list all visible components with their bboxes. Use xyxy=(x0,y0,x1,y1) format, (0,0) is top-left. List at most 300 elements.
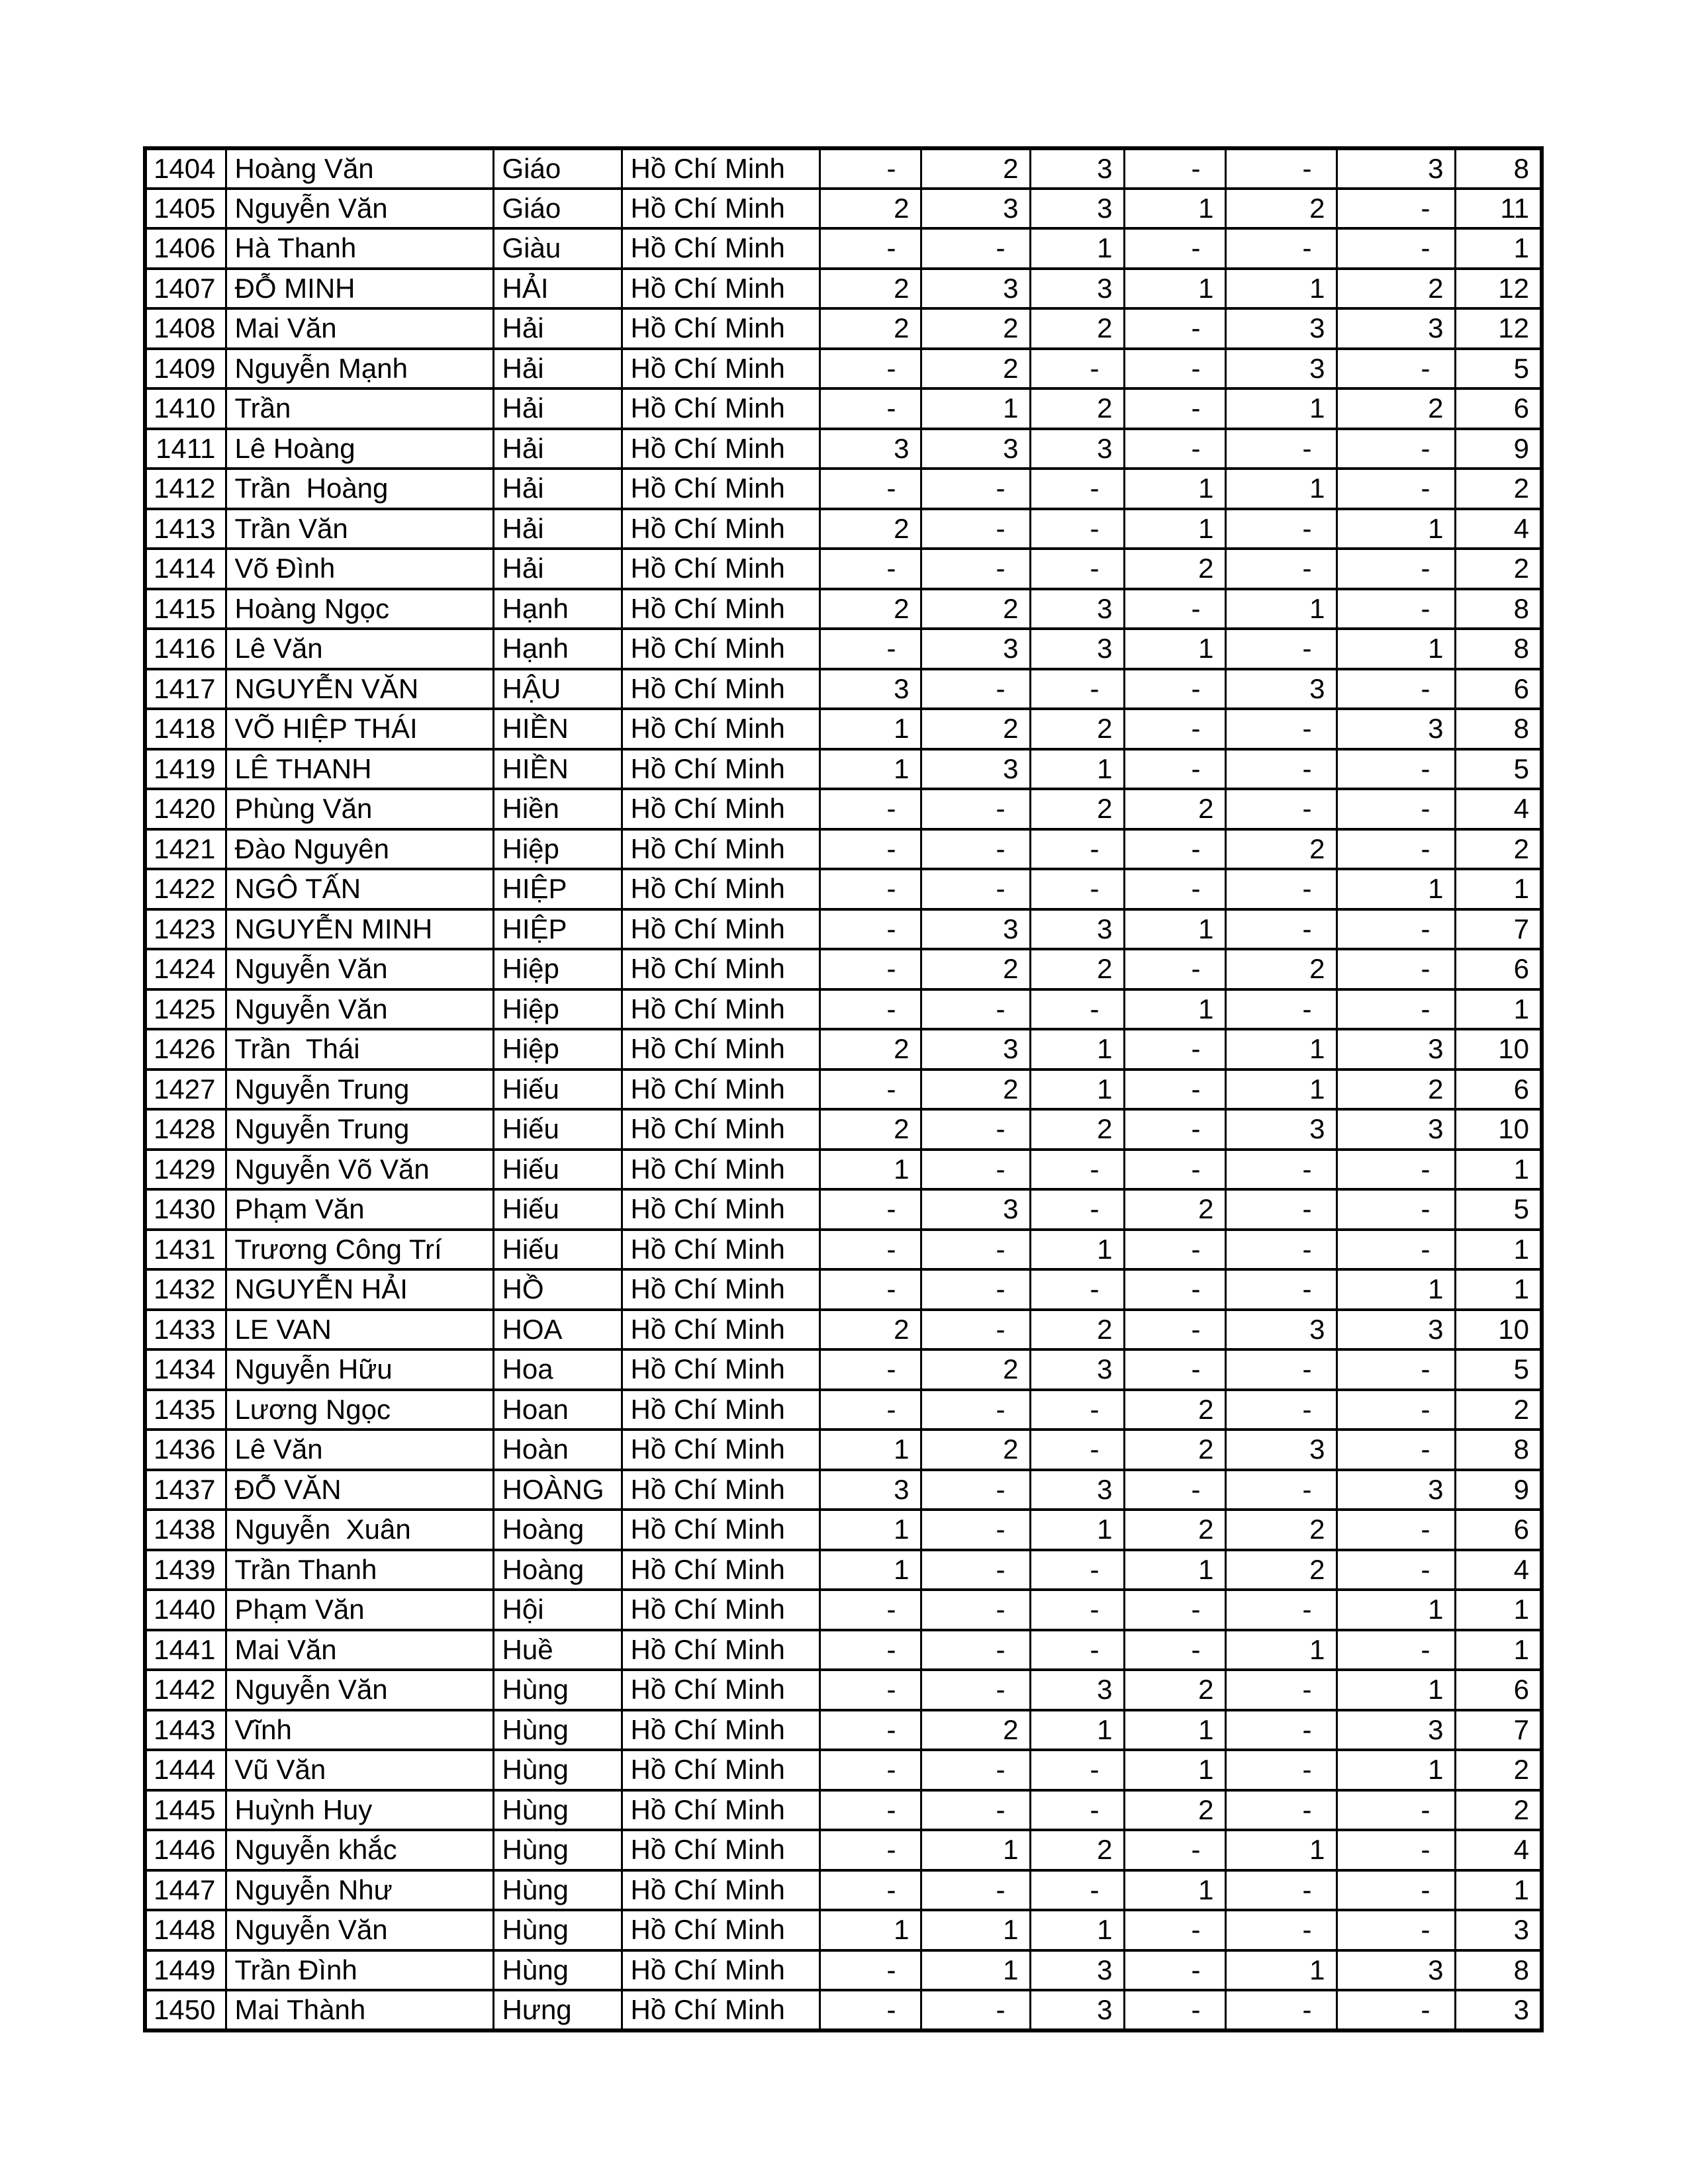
cell-total: 5 xyxy=(1455,1349,1542,1390)
cell-first-name: Lê Văn xyxy=(226,629,493,669)
cell-value: - xyxy=(1336,1430,1455,1470)
cell-value: - xyxy=(1030,1750,1124,1790)
cell-value: - xyxy=(1124,1150,1225,1190)
cell-value: 2 xyxy=(921,1430,1030,1470)
cell-first-name: Trần Đình xyxy=(226,1950,493,1991)
cell-city: Hồ Chí Minh xyxy=(622,269,820,309)
cell-id: 1415 xyxy=(145,589,226,629)
table-row xyxy=(145,1230,1542,1270)
cell-value: 2 xyxy=(1124,1510,1225,1550)
cell-value: - xyxy=(1225,789,1336,829)
cell-total: 1 xyxy=(1455,1870,1542,1911)
cell-id: 1411 xyxy=(145,429,226,469)
cell-first-name: Nguyễn Xuân xyxy=(226,1510,493,1550)
cell-total: 4 xyxy=(1455,509,1542,549)
cell-value: - xyxy=(921,1750,1030,1790)
cell-value: 2 xyxy=(1124,1390,1225,1430)
cell-value: - xyxy=(1225,749,1336,790)
table-row xyxy=(145,829,1542,870)
cell-id: 1421 xyxy=(145,829,226,870)
cell-first-name: NGUYỄN VĂN xyxy=(226,669,493,709)
cell-city: Hồ Chí Minh xyxy=(622,189,820,229)
cell-value: - xyxy=(1225,869,1336,909)
cell-value: 2 xyxy=(1030,789,1124,829)
cell-last-name: Hoàng xyxy=(493,1550,622,1590)
cell-value: - xyxy=(1225,629,1336,669)
cell-last-name: Huề xyxy=(493,1630,622,1670)
cell-value: 3 xyxy=(921,749,1030,790)
cell-first-name: Đào Nguyên xyxy=(226,829,493,870)
cell-value: 2 xyxy=(921,1710,1030,1751)
cell-last-name: HIỆP xyxy=(493,869,622,909)
cell-city: Hồ Chí Minh xyxy=(622,949,820,989)
cell-value: 3 xyxy=(1336,1470,1455,1510)
cell-value: 1 xyxy=(921,1830,1030,1870)
cell-last-name: Hùng xyxy=(493,1710,622,1751)
table-row xyxy=(145,1269,1542,1310)
cell-value: 1 xyxy=(1225,589,1336,629)
cell-value: 2 xyxy=(1030,1310,1124,1350)
cell-last-name: Hải xyxy=(493,388,622,429)
cell-id: 1424 xyxy=(145,949,226,989)
cell-total: 11 xyxy=(1455,189,1542,229)
cell-total: 12 xyxy=(1455,308,1542,349)
cell-last-name: Hùng xyxy=(493,1790,622,1831)
cell-id: 1418 xyxy=(145,709,226,749)
cell-value: - xyxy=(1124,1830,1225,1870)
cell-total: 6 xyxy=(1455,1069,1542,1110)
cell-total: 8 xyxy=(1455,629,1542,669)
cell-value: - xyxy=(921,1269,1030,1310)
cell-city: Hồ Chí Minh xyxy=(622,429,820,469)
cell-value: - xyxy=(1124,1950,1225,1991)
cell-value: - xyxy=(921,1670,1030,1710)
cell-value: 1 xyxy=(1336,629,1455,669)
cell-total: 6 xyxy=(1455,388,1542,429)
cell-first-name: Lương Ngọc xyxy=(226,1390,493,1430)
cell-value: - xyxy=(921,1470,1030,1510)
table-row xyxy=(145,709,1542,749)
cell-id: 1406 xyxy=(145,228,226,269)
table-row xyxy=(145,1750,1542,1790)
cell-value: - xyxy=(1336,669,1455,709)
cell-value: - xyxy=(1225,1269,1336,1310)
table-row xyxy=(145,1349,1542,1390)
cell-total: 10 xyxy=(1455,1109,1542,1150)
cell-total: 3 xyxy=(1455,1990,1542,2030)
cell-total: 8 xyxy=(1455,709,1542,749)
cell-value: - xyxy=(921,869,1030,909)
cell-total: 6 xyxy=(1455,1670,1542,1710)
cell-value: 1 xyxy=(820,749,921,790)
cell-first-name: Phạm Văn xyxy=(226,1590,493,1630)
cell-value: - xyxy=(820,388,921,429)
cell-last-name: Hội xyxy=(493,1590,622,1630)
table-row xyxy=(145,349,1542,389)
cell-city: Hồ Chí Minh xyxy=(622,1670,820,1710)
cell-last-name: HOÀNG xyxy=(493,1470,622,1510)
cell-last-name: HỒ xyxy=(493,1269,622,1310)
cell-last-name: Hiếu xyxy=(493,1069,622,1110)
cell-value: 1 xyxy=(1030,749,1124,790)
cell-value: 2 xyxy=(1030,1109,1124,1150)
cell-total: 8 xyxy=(1455,148,1542,189)
cell-value: 2 xyxy=(1124,1189,1225,1230)
cell-value: 3 xyxy=(1336,1710,1455,1751)
cell-value: - xyxy=(820,148,921,189)
cell-value: - xyxy=(921,829,1030,870)
cell-city: Hồ Chí Minh xyxy=(622,1430,820,1470)
cell-value: 3 xyxy=(1030,909,1124,950)
cell-value: 2 xyxy=(1225,949,1336,989)
cell-value: - xyxy=(1336,349,1455,389)
cell-first-name: Nguyễn Văn xyxy=(226,949,493,989)
cell-total: 1 xyxy=(1455,1150,1542,1190)
cell-value: - xyxy=(921,1590,1030,1630)
cell-city: Hồ Chí Minh xyxy=(622,1590,820,1630)
cell-value: 3 xyxy=(1225,1109,1336,1150)
table-row xyxy=(145,189,1542,229)
cell-total: 8 xyxy=(1455,1950,1542,1991)
cell-value: 3 xyxy=(1225,669,1336,709)
cell-value: - xyxy=(921,669,1030,709)
cell-first-name: Nguyễn Hữu xyxy=(226,1349,493,1390)
cell-value: - xyxy=(1336,1550,1455,1590)
cell-first-name: Nguyễn Văn xyxy=(226,989,493,1030)
cell-value: - xyxy=(820,1269,921,1310)
cell-value: - xyxy=(1336,1230,1455,1270)
cell-value: - xyxy=(820,1870,921,1911)
cell-value: - xyxy=(1030,549,1124,589)
cell-total: 9 xyxy=(1455,429,1542,469)
cell-last-name: Hiếu xyxy=(493,1150,622,1190)
cell-value: 3 xyxy=(1225,1310,1336,1350)
cell-total: 9 xyxy=(1455,1470,1542,1510)
cell-value: 2 xyxy=(1124,549,1225,589)
cell-city: Hồ Chí Minh xyxy=(622,1470,820,1510)
cell-total: 2 xyxy=(1455,1790,1542,1831)
cell-value: - xyxy=(1225,429,1336,469)
table-row xyxy=(145,1630,1542,1670)
cell-id: 1432 xyxy=(145,1269,226,1310)
cell-value: - xyxy=(1124,869,1225,909)
table-row xyxy=(145,1470,1542,1510)
cell-value: 1 xyxy=(1225,1029,1336,1069)
cell-value: 2 xyxy=(921,1069,1030,1110)
cell-id: 1443 xyxy=(145,1710,226,1751)
cell-total: 1 xyxy=(1455,228,1542,269)
cell-value: - xyxy=(1336,228,1455,269)
cell-value: 1 xyxy=(1124,469,1225,509)
cell-value: 2 xyxy=(1124,1670,1225,1710)
cell-value: 1 xyxy=(820,1510,921,1550)
cell-first-name: Lê Hoàng xyxy=(226,429,493,469)
table-row xyxy=(145,1310,1542,1350)
cell-id: 1426 xyxy=(145,1029,226,1069)
cell-first-name: Huỳnh Huy xyxy=(226,1790,493,1831)
cell-value: - xyxy=(820,1790,921,1831)
cell-value: - xyxy=(1124,388,1225,429)
cell-value: - xyxy=(1030,1430,1124,1470)
cell-value: 3 xyxy=(1336,1029,1455,1069)
cell-last-name: HIỀN xyxy=(493,709,622,749)
cell-last-name: Hùng xyxy=(493,1750,622,1790)
cell-value: 1 xyxy=(1225,1069,1336,1110)
cell-value: - xyxy=(1124,349,1225,389)
cell-value: - xyxy=(820,1630,921,1670)
cell-value: - xyxy=(1336,829,1455,870)
cell-city: Hồ Chí Minh xyxy=(622,589,820,629)
cell-last-name: Hưng xyxy=(493,1990,622,2030)
cell-last-name: Hiệp xyxy=(493,989,622,1030)
cell-value: - xyxy=(921,1630,1030,1670)
cell-value: 1 xyxy=(1225,388,1336,429)
cell-id: 1436 xyxy=(145,1430,226,1470)
cell-value: - xyxy=(1030,829,1124,870)
table-row xyxy=(145,1950,1542,1991)
cell-id: 1447 xyxy=(145,1870,226,1911)
cell-value: - xyxy=(1030,1790,1124,1831)
cell-value: - xyxy=(1225,1790,1336,1831)
cell-value: 2 xyxy=(921,1349,1030,1390)
cell-value: - xyxy=(1030,509,1124,549)
cell-value: - xyxy=(1225,228,1336,269)
cell-id: 1417 xyxy=(145,669,226,709)
table-row xyxy=(145,1990,1542,2030)
cell-value: 1 xyxy=(1225,1830,1336,1870)
cell-total: 3 xyxy=(1455,1910,1542,1950)
cell-value: - xyxy=(921,1310,1030,1350)
cell-value: - xyxy=(1225,1910,1336,1950)
cell-value: - xyxy=(1030,1870,1124,1911)
cell-first-name: Võ Đình xyxy=(226,549,493,589)
cell-first-name: Hoàng Văn xyxy=(226,148,493,189)
cell-value: - xyxy=(1124,829,1225,870)
cell-last-name: Hùng xyxy=(493,1950,622,1991)
cell-value: 1 xyxy=(1124,989,1225,1030)
cell-value: 3 xyxy=(1225,308,1336,349)
cell-city: Hồ Chí Minh xyxy=(622,509,820,549)
cell-city: Hồ Chí Minh xyxy=(622,1390,820,1430)
cell-value: - xyxy=(820,1069,921,1110)
cell-id: 1407 xyxy=(145,269,226,309)
table-row xyxy=(145,308,1542,349)
cell-value: 1 xyxy=(1030,1029,1124,1069)
cell-value: 1 xyxy=(1124,269,1225,309)
cell-value: - xyxy=(921,1990,1030,2030)
cell-value: - xyxy=(1124,1470,1225,1510)
cell-value: - xyxy=(820,989,921,1030)
cell-first-name: Nguyễn Mạnh xyxy=(226,349,493,389)
cell-value: - xyxy=(1225,1390,1336,1430)
cell-city: Hồ Chí Minh xyxy=(622,308,820,349)
cell-id: 1413 xyxy=(145,509,226,549)
cell-last-name: Giáo xyxy=(493,148,622,189)
cell-value: 3 xyxy=(921,429,1030,469)
cell-first-name: Trần Thanh xyxy=(226,1550,493,1590)
cell-value: - xyxy=(820,1990,921,2030)
cell-value: 1 xyxy=(1030,1910,1124,1950)
cell-last-name: Giàu xyxy=(493,228,622,269)
cell-value: - xyxy=(820,629,921,669)
cell-value: - xyxy=(1124,228,1225,269)
table-row xyxy=(145,1390,1542,1430)
cell-value: 3 xyxy=(1030,429,1124,469)
cell-value: - xyxy=(820,1670,921,1710)
cell-value: 2 xyxy=(1030,1830,1124,1870)
cell-value: 2 xyxy=(1336,388,1455,429)
cell-total: 5 xyxy=(1455,749,1542,790)
cell-value: - xyxy=(1336,1990,1455,2030)
cell-value: - xyxy=(921,1550,1030,1590)
cell-value: - xyxy=(1336,1630,1455,1670)
table-row xyxy=(145,1430,1542,1470)
cell-total: 6 xyxy=(1455,949,1542,989)
cell-city: Hồ Chí Minh xyxy=(622,629,820,669)
cell-id: 1414 xyxy=(145,549,226,589)
table-row xyxy=(145,1510,1542,1550)
cell-id: 1442 xyxy=(145,1670,226,1710)
cell-id: 1449 xyxy=(145,1950,226,1991)
cell-value: - xyxy=(1030,1150,1124,1190)
cell-value: - xyxy=(921,509,1030,549)
cell-value: - xyxy=(1124,589,1225,629)
cell-value: - xyxy=(1124,1230,1225,1270)
cell-id: 1405 xyxy=(145,189,226,229)
cell-value: 1 xyxy=(1124,1550,1225,1590)
cell-value: - xyxy=(1336,1349,1455,1390)
cell-value: - xyxy=(921,469,1030,509)
cell-value: - xyxy=(921,1150,1030,1190)
cell-last-name: Hiếu xyxy=(493,1109,622,1150)
table-row xyxy=(145,1550,1542,1590)
cell-city: Hồ Chí Minh xyxy=(622,1150,820,1190)
cell-value: 2 xyxy=(820,1029,921,1069)
cell-value: - xyxy=(1030,1590,1124,1630)
cell-value: - xyxy=(1124,1630,1225,1670)
cell-value: - xyxy=(820,1590,921,1630)
table-row xyxy=(145,1830,1542,1870)
cell-total: 2 xyxy=(1455,1390,1542,1430)
cell-value: - xyxy=(1124,1310,1225,1350)
cell-last-name: Hải xyxy=(493,429,622,469)
cell-first-name: NGÔ TẤN xyxy=(226,869,493,909)
cell-id: 1410 xyxy=(145,388,226,429)
cell-value: 3 xyxy=(1030,189,1124,229)
cell-value: - xyxy=(820,228,921,269)
cell-first-name: Mai Văn xyxy=(226,1630,493,1670)
cell-first-name: Nguyễn Văn xyxy=(226,189,493,229)
cell-value: - xyxy=(1225,1670,1336,1710)
cell-first-name: Hà Thanh xyxy=(226,228,493,269)
cell-city: Hồ Chí Minh xyxy=(622,1990,820,2030)
cell-value: - xyxy=(820,789,921,829)
cell-value: 1 xyxy=(1030,1069,1124,1110)
cell-city: Hồ Chí Minh xyxy=(622,1109,820,1150)
cell-value: - xyxy=(1124,308,1225,349)
cell-city: Hồ Chí Minh xyxy=(622,1790,820,1831)
cell-total: 2 xyxy=(1455,829,1542,870)
cell-first-name: Vũ Văn xyxy=(226,1750,493,1790)
cell-value: - xyxy=(921,789,1030,829)
cell-id: 1408 xyxy=(145,308,226,349)
cell-city: Hồ Chí Minh xyxy=(622,1830,820,1870)
cell-city: Hồ Chí Minh xyxy=(622,1550,820,1590)
cell-value: 2 xyxy=(921,148,1030,189)
table-row xyxy=(145,1790,1542,1831)
cell-first-name: Trần xyxy=(226,388,493,429)
cell-value: 3 xyxy=(1030,1990,1124,2030)
cell-value: - xyxy=(1124,1109,1225,1150)
cell-value: - xyxy=(1225,1990,1336,2030)
table-row xyxy=(145,509,1542,549)
cell-id: 1404 xyxy=(145,148,226,189)
cell-last-name: Hiếu xyxy=(493,1189,622,1230)
cell-value: - xyxy=(1336,189,1455,229)
cell-id: 1434 xyxy=(145,1349,226,1390)
cell-value: 2 xyxy=(1124,1790,1225,1831)
table-row xyxy=(145,1069,1542,1110)
cell-value: 2 xyxy=(1030,388,1124,429)
cell-city: Hồ Chí Minh xyxy=(622,709,820,749)
cell-value: - xyxy=(1030,869,1124,909)
cell-value: 3 xyxy=(1030,1470,1124,1510)
cell-id: 1445 xyxy=(145,1790,226,1831)
table-row xyxy=(145,1710,1542,1751)
cell-value: 1 xyxy=(1225,1630,1336,1670)
cell-first-name: Nguyễn Võ Văn xyxy=(226,1150,493,1190)
cell-city: Hồ Chí Minh xyxy=(622,1310,820,1350)
table-row xyxy=(145,269,1542,309)
table-row xyxy=(145,228,1542,269)
cell-total: 8 xyxy=(1455,589,1542,629)
cell-value: - xyxy=(1030,469,1124,509)
cell-id: 1431 xyxy=(145,1230,226,1270)
cell-id: 1441 xyxy=(145,1630,226,1670)
cell-id: 1444 xyxy=(145,1750,226,1790)
cell-value: - xyxy=(820,349,921,389)
cell-value: 2 xyxy=(820,189,921,229)
cell-value: - xyxy=(820,909,921,950)
cell-last-name: Hùng xyxy=(493,1870,622,1911)
cell-city: Hồ Chí Minh xyxy=(622,1630,820,1670)
cell-id: 1450 xyxy=(145,1990,226,2030)
table-row xyxy=(145,1910,1542,1950)
table-row xyxy=(145,1590,1542,1630)
cell-value: - xyxy=(1336,1790,1455,1831)
cell-first-name: Nguyễn Như xyxy=(226,1870,493,1911)
cell-value: 2 xyxy=(921,589,1030,629)
cell-last-name: Hải xyxy=(493,509,622,549)
cell-value: 1 xyxy=(1336,1269,1455,1310)
cell-value: 3 xyxy=(1030,1349,1124,1390)
cell-id: 1409 xyxy=(145,349,226,389)
cell-value: - xyxy=(1336,429,1455,469)
cell-city: Hồ Chí Minh xyxy=(622,909,820,950)
cell-value: - xyxy=(921,1390,1030,1430)
cell-value: 2 xyxy=(820,269,921,309)
cell-value: 1 xyxy=(1030,1230,1124,1270)
cell-id: 1427 xyxy=(145,1069,226,1110)
cell-value: 3 xyxy=(921,1029,1030,1069)
table-row xyxy=(145,1109,1542,1150)
cell-value: 1 xyxy=(820,1910,921,1950)
cell-value: 1 xyxy=(1124,189,1225,229)
cell-first-name: Mai Thành xyxy=(226,1990,493,2030)
cell-value: - xyxy=(921,549,1030,589)
cell-total: 8 xyxy=(1455,1430,1542,1470)
cell-city: Hồ Chí Minh xyxy=(622,1710,820,1751)
